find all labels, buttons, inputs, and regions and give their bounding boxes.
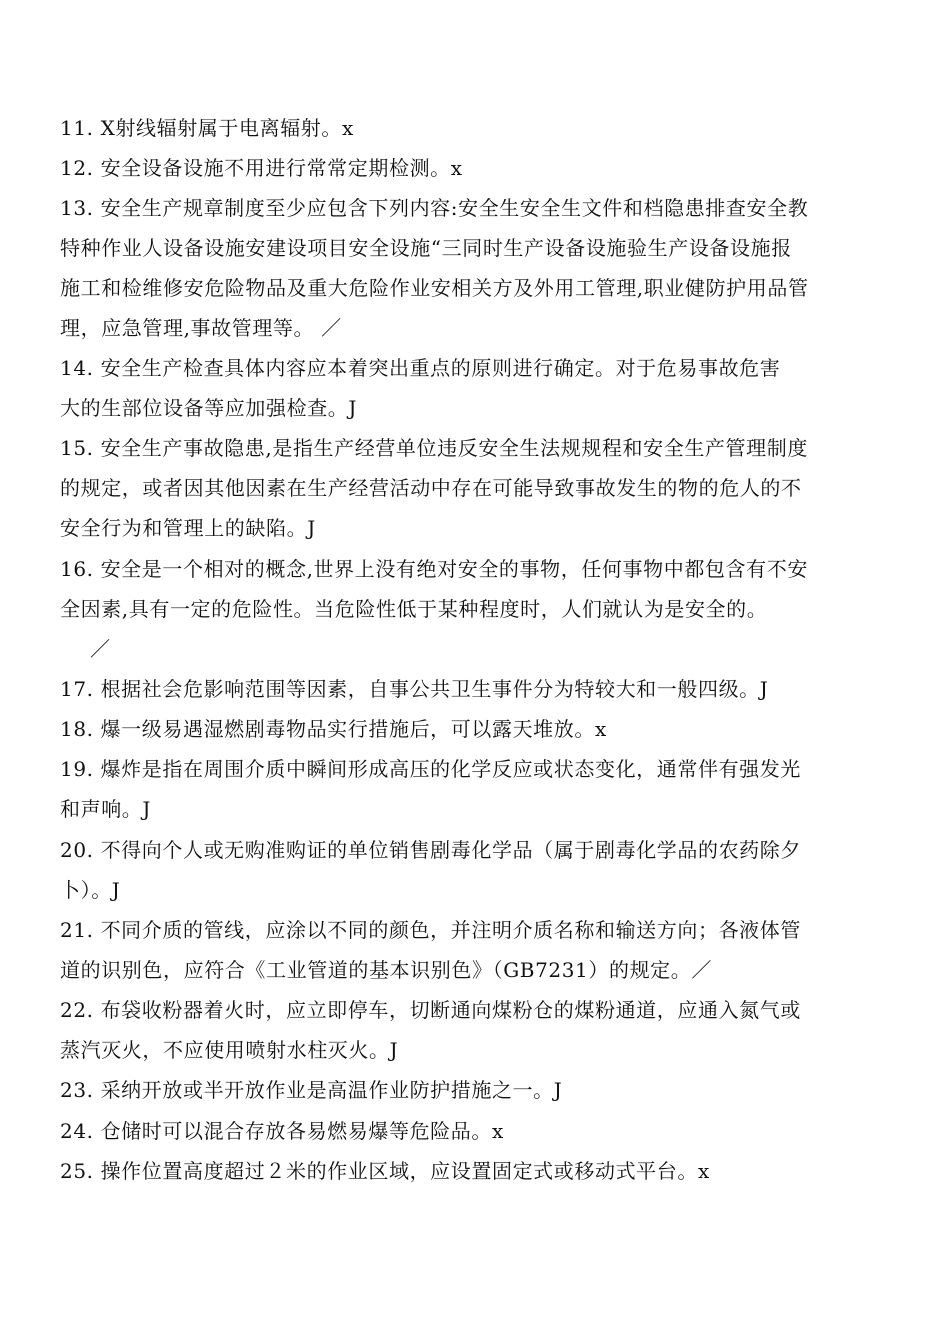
text-line: 15. 安全生产事故隐患,是指生产经营单位违反安全生法规规程和安全生产管理制度 <box>60 436 808 460</box>
text-line: 蒸汽灭火，不应使用喷射水柱灭火。J <box>60 1038 399 1062</box>
text-line: 安全行为和管理上的缺陷。J <box>60 516 316 540</box>
text-line: 23. 采纳开放或半开放作业是高温作业防护措施之一。J <box>60 1078 563 1102</box>
text-line: 22. 布袋收粉器着火时，应立即停车，切断通向煤粉仓的煤粉通道，应通入氮气或 <box>60 998 801 1022</box>
text-line: 12. 安全设备设施不用进行常常定期检测。x <box>60 156 463 180</box>
text-line: 16. 安全是一个相对的概念,世界上没有绝对安全的事物，任何事物中都包含有不安 <box>60 557 808 581</box>
text-line: ／ <box>90 637 111 661</box>
text-line: 特种作业人设备设施安建设项目安全设施“三同时生产设备设施验生产设备设施报 <box>60 236 792 260</box>
text-line: 24. 仓储时可以混合存放各易燃易爆等危险品。x <box>60 1119 504 1143</box>
text-line: 和声响。J <box>60 797 152 821</box>
text-line: 卜）。J <box>60 878 121 902</box>
text-line: 13. 安全生产规章制度至少应包含下列内容:安全生安全生文件和档隐患排查安全教 <box>60 196 809 220</box>
text-line: 18. 爆一级易遇湿燃剧毒物品实行措施后，可以露天堆放。x <box>60 717 607 741</box>
text-line: 的规定，或者因其他因素在生产经营活动中存在可能导致事故发生的物的危人的不 <box>60 476 802 500</box>
text-line: 道的识别色，应符合《工业管道的基本识别色》（GB7231）的规定。／ <box>60 958 712 982</box>
text-line: 全因素,具有一定的危险性。当危险性低于某种程度时，人们就认为是安全的。 <box>60 597 768 621</box>
text-line: 11. X射线辐射属于电离辐射。x <box>60 116 354 140</box>
text-line: 大的生部位设备等应加强检查。J <box>60 396 358 420</box>
text-line: 施工和检维修安危险物品及重大危险作业安相关方及外用工管理,职业健防护用品管 <box>60 276 809 300</box>
text-line: 14. 安全生产检查具体内容应本着突出重点的原则进行确定。对于危易事故危害 <box>60 356 781 380</box>
text-line: 理，应急管理,事故管理等。 ／ <box>60 316 342 340</box>
text-line: 25. 操作位置高度超过２米的作业区域，应设置固定式或移动式平台。x <box>60 1159 710 1183</box>
text-line: 19. 爆炸是指在周围介质中瞬间形成高压的化学反应或状态变化，通常伴有强发光 <box>60 757 801 781</box>
text-line: 20. 不得向个人或无购准购证的单位销售剧毒化学品（属于剧毒化学品的农药除夕 <box>60 838 801 862</box>
text-line: 17. 根据社会危影响范围等因素，自事公共卫生事件分为特较大和一般四级。J <box>60 677 769 701</box>
text-line: 21. 不同介质的管线，应涂以不同的颜色，并注明介质名称和输送方向；各液体管 <box>60 918 801 942</box>
